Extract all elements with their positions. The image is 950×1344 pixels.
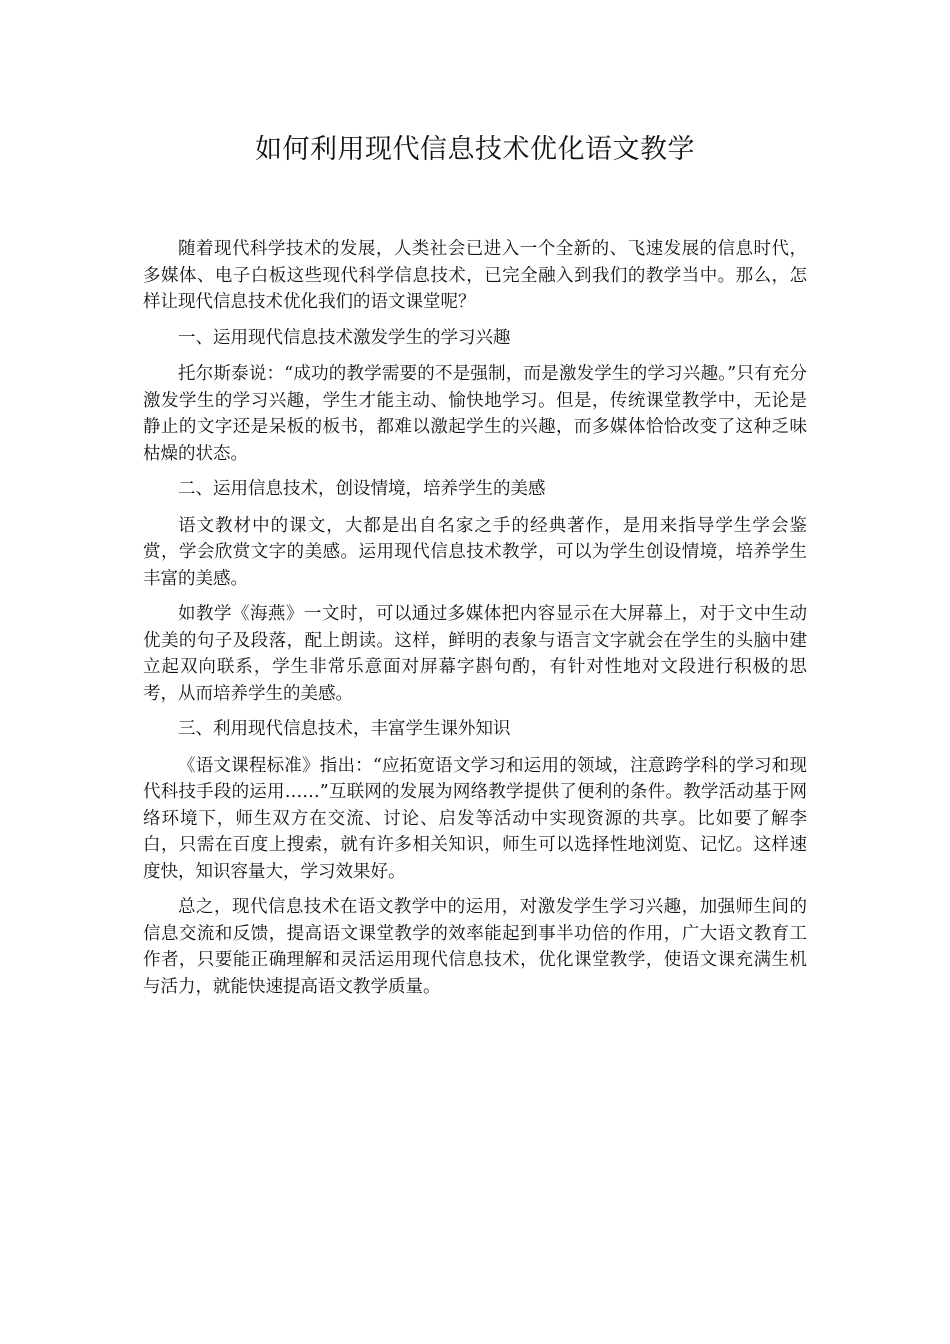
- body-paragraph: 如教学《海燕》一文时，可以通过多媒体把内容显示在大屏幕上，对于文中生动优美的句子及段落，配上朗读。这样，鲜明的表象与语言文字就会在学生的头脑中建立起双向联系，学生非常乐意面对屏幕字斟句酌，有针对性地对文段进行积极的思考，从而培养学生的美感。: [143, 604, 807, 704]
- document-body: [143, 236, 807, 1009]
- body-paragraph: 托尔斯泰说：“成功的教学需要的不是强制，而是激发学生的学习兴趣。”只有充分激发学生的学习兴趣，学生才能主动、愉快地学习。但是，传统课堂教学中，无论是静止的文字还是呆板的板书，都难以激起学生的兴趣，而多媒体恰恰改变了这种乏味枯燥的状态。: [143, 364, 807, 464]
- section-heading-1: 一、运用现代信息技术激发学生的学习兴趣: [178, 327, 511, 348]
- body-paragraph: 语文教材中的课文，大都是出自名家之手的经典著作，是用来指导学生学会鉴赏，学会欣赏文字的美感。运用现代信息技术教学，可以为学生创设情境，培养学生丰富的美感。: [143, 515, 807, 589]
- document-title: 如何利用现代信息技术优化语文教学: [255, 134, 695, 165]
- section-heading-3: 三、利用现代信息技术，丰富学生课外知识: [178, 719, 511, 739]
- body-paragraph: 《语文课程标准》指出：“应拓宽语文学习和运用的领域，注意跨学科的学习和现代科技手段的运用……”互联网的发展为网络教学提供了便利的条件。教学活动基于网络环境下，师生双方在交流、讨论、启发等活动中实现资源的共享。比如要了解李白，只需在百度上搜索，就有许多相关知识，师生可以选择性地浏览、记忆。这样速度快，知识容量大，学习效果好。: [143, 755, 807, 882]
- section-heading-2: 二、运用信息技术，创设情境，培养学生的美感: [178, 479, 546, 499]
- conclusion-paragraph: 总之，现代信息技术在语文教学中的运用，对激发学生学习兴趣，加强师生间的信息交流和反馈，提高语文课堂教学的效率能起到事半功倍的作用，广大语文教育工作者，只要能正确理解和灵活运用现代信息技术，优化课堂教学，使语文课充满生机与活力，就能快速提高语文教学质量。: [143, 897, 807, 997]
- intro-paragraph: 随着现代科学技术的发展，人类社会已进入一个全新的、飞速发展的信息时代，多媒体、电子白板这些现代科学信息技术，已完全融入到我们的教学当中。那么，怎样让现代信息技术优化我们的语文课堂呢？: [143, 239, 807, 312]
